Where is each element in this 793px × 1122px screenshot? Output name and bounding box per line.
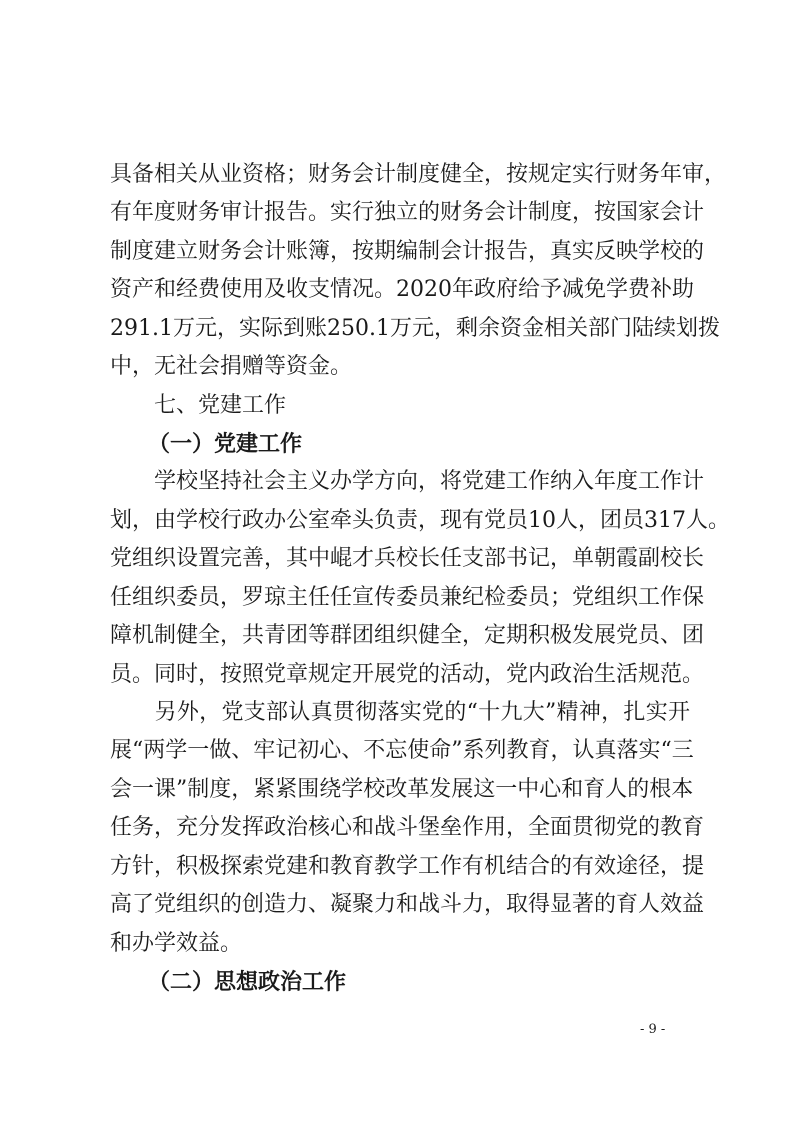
paragraph-line: 有年度财务审计报告。实行独立的财务会计制度，按国家会计 <box>110 200 705 225</box>
paragraph-line: 学校坚持社会主义办学方向，将党建工作纳入年度工作计 <box>110 469 705 494</box>
paragraph-line: 另外，党支部认真贯彻落实党的“十九大”精神，扎实开 <box>110 700 690 725</box>
paragraph-line: 任务，充分发挥政治核心和战斗堡垒作用，全面贯彻党的教育 <box>110 815 705 840</box>
paragraph-line: 中，无社会捐赠等资金。 <box>110 354 353 379</box>
section-title: 七、党建工作 <box>154 393 287 418</box>
paragraph-line: 资产和经费使用及收支情况。2020年政府给予减免学费补助 <box>110 277 694 302</box>
paragraph-line: 具备相关从业资格；财务会计制度健全，按规定实行财务年审， <box>110 162 727 187</box>
paragraph-line: 方针，积极探索党建和教育教学工作有机结合的有效途径，提 <box>110 854 705 879</box>
paragraph-line: 高了党组织的创造力、凝聚力和战斗力，取得显著的育人效益 <box>110 892 705 917</box>
paragraph-line: 划，由学校行政办公室牵头负责，现有党员10人，团员317人。 <box>110 508 730 533</box>
paragraph-line: 和办学效益。 <box>110 931 243 956</box>
paragraph-line: 291.1万元，实际到账250.1万元，剩余资金相关部门陆续划拨 <box>110 316 720 341</box>
paragraph-line: 党组织设置完善，其中崐才兵校长任支部书记，单朝霞副校长 <box>110 546 705 571</box>
paragraph-line: 任组织委员，罗琼主任任宣传委员兼纪检委员；党组织工作保 <box>110 585 705 610</box>
paragraph-line: 制度建立财务会计账簿，按期编制会计报告，真实反映学校的 <box>110 239 705 264</box>
paragraph-line: 展“两学一做、牢记初心、不忘使命”系列教育，认真落实“三 <box>110 738 694 763</box>
page-number: - 9 - <box>640 1022 666 1037</box>
paragraph-line: 员。同时，按照党章规定开展党的活动，党内政治生活规范。 <box>110 662 705 687</box>
subsection-title: （一）党建工作 <box>148 431 303 457</box>
paragraph-line: 会一课”制度，紧紧围绕学校改革发展这一中心和育人的根本 <box>110 777 694 802</box>
paragraph-line: 障机制健全，共青团等群团组织健全，定期积极发展党员、团 <box>110 623 705 648</box>
subsection-title: （二）思想政治工作 <box>148 969 347 995</box>
